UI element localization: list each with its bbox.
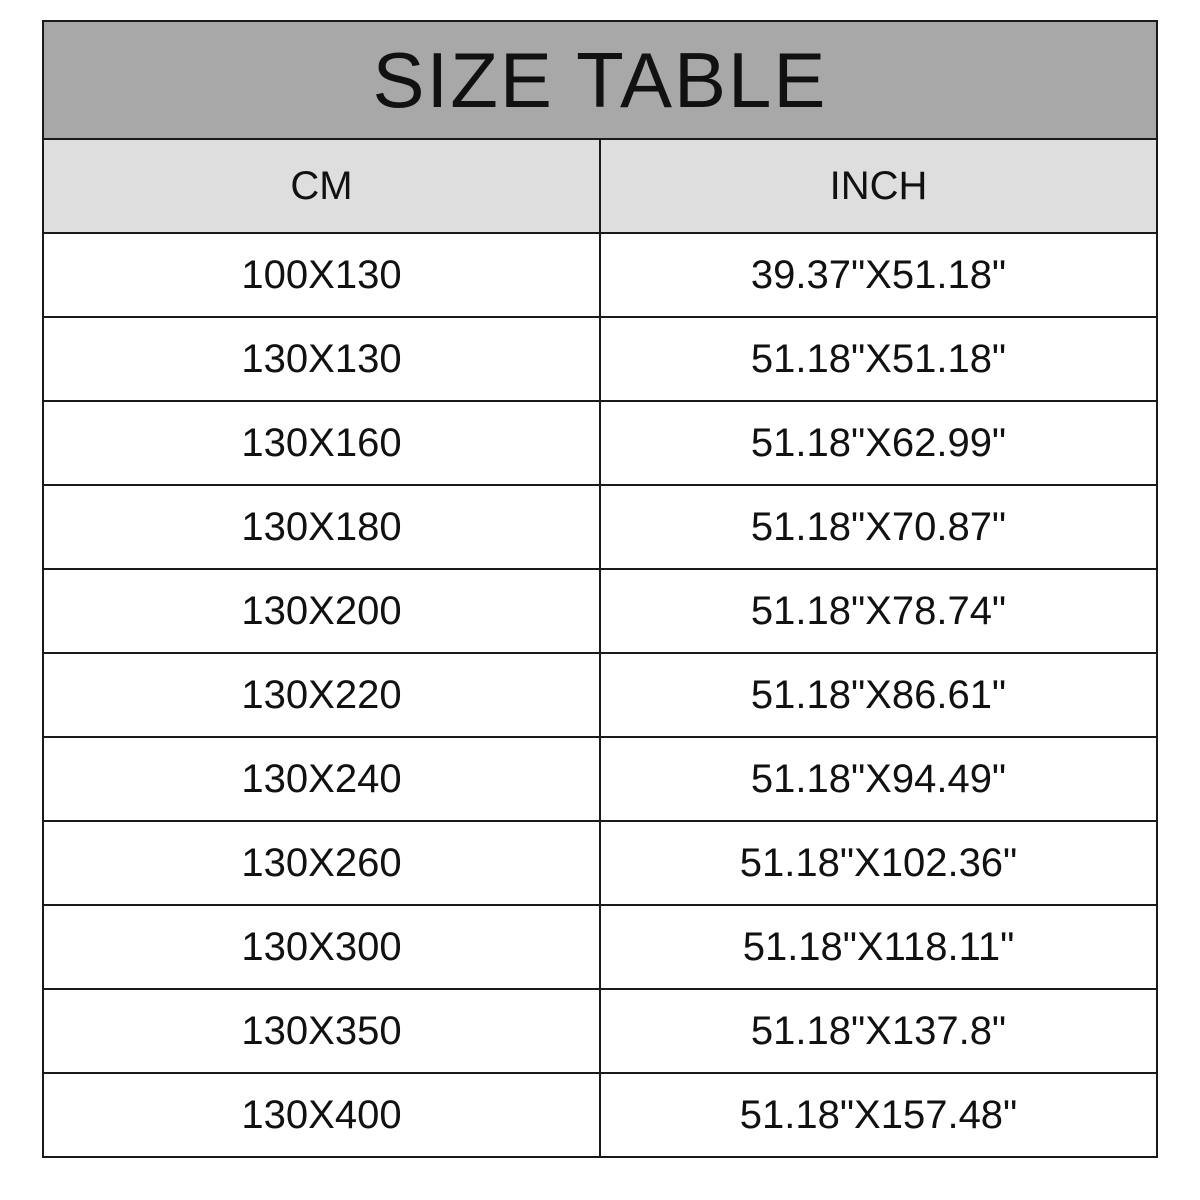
cell-cm: 130X220 bbox=[43, 653, 600, 737]
table-body bbox=[43, 233, 1157, 1157]
table-row bbox=[43, 233, 1157, 317]
cell-inch: 51.18"X70.87" bbox=[600, 485, 1157, 569]
cell-inch: 51.18"X78.74" bbox=[600, 569, 1157, 653]
table-row bbox=[43, 569, 1157, 653]
cell-cm: 130X260 bbox=[43, 821, 600, 905]
cell-cm: 130X300 bbox=[43, 905, 600, 989]
cell-inch: 51.18"X62.99" bbox=[600, 401, 1157, 485]
cell-cm: 130X200 bbox=[43, 569, 600, 653]
cell-cm: 130X180 bbox=[43, 485, 600, 569]
table-title: SIZE TABLE bbox=[43, 21, 1157, 139]
cell-cm: 130X240 bbox=[43, 737, 600, 821]
cell-cm: 130X160 bbox=[43, 401, 600, 485]
cell-inch: 51.18"X137.8" bbox=[600, 989, 1157, 1073]
table-row bbox=[43, 1073, 1157, 1157]
cell-inch: 51.18"X118.11" bbox=[600, 905, 1157, 989]
column-header-inch: INCH bbox=[600, 139, 1157, 233]
cell-inch: 51.18"X102.36" bbox=[600, 821, 1157, 905]
cell-cm: 130X400 bbox=[43, 1073, 600, 1157]
cell-cm: 100X130 bbox=[43, 233, 600, 317]
table-head bbox=[43, 21, 1157, 233]
cell-inch: 39.37"X51.18" bbox=[600, 233, 1157, 317]
cell-inch: 51.18"X86.61" bbox=[600, 653, 1157, 737]
cell-cm: 130X350 bbox=[43, 989, 600, 1073]
title-row bbox=[43, 21, 1157, 139]
cell-inch: 51.18"X157.48" bbox=[600, 1073, 1157, 1157]
cell-inch: 51.18"X94.49" bbox=[600, 737, 1157, 821]
table-row bbox=[43, 737, 1157, 821]
table-row bbox=[43, 989, 1157, 1073]
column-header-cm: CM bbox=[43, 139, 600, 233]
table-row bbox=[43, 401, 1157, 485]
header-row bbox=[43, 139, 1157, 233]
table-row bbox=[43, 821, 1157, 905]
table-row bbox=[43, 653, 1157, 737]
table-row bbox=[43, 905, 1157, 989]
table-row bbox=[43, 317, 1157, 401]
table-row bbox=[43, 485, 1157, 569]
cell-inch: 51.18"X51.18" bbox=[600, 317, 1157, 401]
size-table bbox=[42, 20, 1158, 1158]
cell-cm: 130X130 bbox=[43, 317, 600, 401]
